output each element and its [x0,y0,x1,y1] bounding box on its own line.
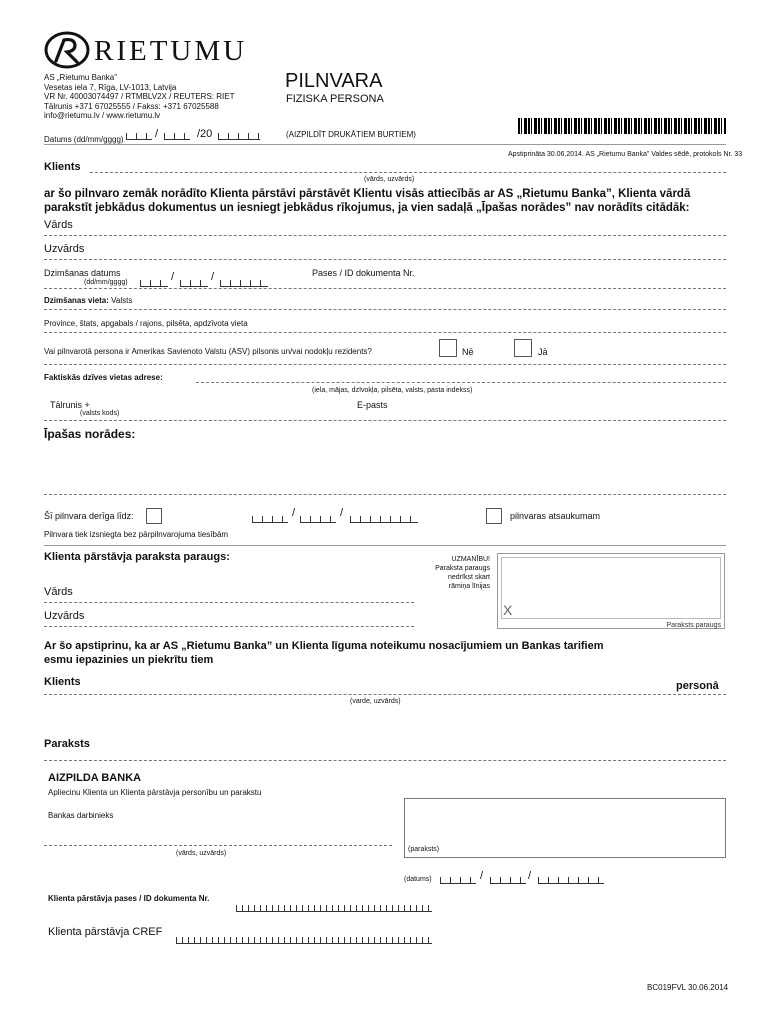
signature-warning [420,555,490,591]
company-phone: Tālrunis +371 67025555 / Fakss: +371 67025588 [44,101,219,111]
valid-until-label: Šī pilnvara derīga līdz: [44,511,134,521]
bank-month-field[interactable] [490,877,526,884]
revoke-label: pilnvaras atsaukumam [510,511,601,521]
date-month-field[interactable] [164,133,190,140]
confirm-client-line[interactable] [44,694,726,695]
bank-cref-label: Klienta pārstāvja CREF [48,926,163,938]
us-question: Vai pilnvarotā persona ir Amerikas Savienoto Valstu (ASV) pilsonis un/vai nodokļu rezidents? [44,347,372,356]
revoke-checkbox[interactable] [486,508,502,524]
bank-year-field[interactable] [538,877,604,884]
birth-place-row [44,296,132,305]
company-address: Vesetas iela 7, Rīga, LV-1013, Latvija [44,82,177,92]
birth-place-country: Valsts [111,296,133,305]
us-yes-checkbox[interactable] [514,339,532,357]
email-label: E-pasts [357,400,388,410]
signature-heading: Klienta pārstāvja paraksta paraugs: [44,551,230,563]
bank-certify: Apliecinu Klienta un Klienta pārstāvja personību un parakstu [48,788,262,797]
client-name-hint: (vārds, uzvārds) [364,176,415,183]
phone-hint: (valsts kods) [80,410,120,417]
document-title: PILNVARA [285,70,383,92]
province-label: Province, štats, apgabals / rajons, pilsēta, apdzīvota vieta [44,319,248,328]
rep-last-name-line[interactable] [44,259,726,260]
signature-sample-box[interactable] [497,553,725,629]
bank-sign-hint: (paraksts) [408,846,440,853]
confirm-client-label: Klients [44,676,81,688]
rep-last-name-label: Uzvārds [44,243,85,255]
us-no-label: Nē [462,347,474,357]
rietumu-logo-icon [44,30,90,70]
valid-day-field[interactable] [252,516,288,523]
signature-mark: X [503,602,513,618]
birth-place-line[interactable] [44,309,726,310]
bank-cref-field[interactable] [176,937,432,944]
approval-note: Apstiprināta 30.06.2014. AS „Rietumu Banka” Valdes sēdē, protokols Nr. 33 [508,151,743,158]
sig-first-name-line[interactable] [44,602,414,603]
logo [44,30,254,70]
date-label: Datums (dd/mm/gggg) [44,135,124,144]
document-subtitle: FIZISKA PERSONA [286,93,384,105]
valid-sep-1: / [292,507,296,519]
date-day-field[interactable] [126,133,152,140]
date-year-field[interactable] [218,133,260,140]
company-web: info@rietumu.lv / www.rietumu.lv [44,111,161,120]
valid-sep-2: / [340,507,344,519]
client-name-line[interactable] [90,172,726,173]
birth-date-hint: (dd/mm/gggg) [84,279,128,286]
signature-box-label: Paraksts paraugs [666,622,721,629]
address-heading: Faktiskās dzīves vietas adrese: [44,373,163,382]
bank-passport-field[interactable] [236,905,432,912]
valid-year-field[interactable] [350,516,418,523]
special-heading: Īpašas norādes: [44,427,136,441]
valid-until-checkbox[interactable] [146,508,162,524]
us-yes-label: Jā [538,347,548,357]
client-heading: Klients [44,161,81,173]
rep-first-name-label: Vārds [44,219,73,231]
bank-passport-label: Klienta pārstāvja pases / ID dokumenta Nr. [48,894,210,903]
bank-date-hint: (datums) [404,876,432,883]
bank-employee-label: Bankas darbinieks [48,811,114,820]
company-reg: VR Nr. 40003074497 / RTMBLV2X / REUTERS: RIET [44,92,235,101]
warning-title: UZMANĪBU! [451,556,490,563]
birth-month-field[interactable] [180,280,208,287]
print-note: (AIZPILDĪT DRUKĀTIEM BURTIEM) [286,130,416,139]
bank-name-hint: (vārds, uzvārds) [176,850,227,857]
confirm-text: Ar šo apstiprinu, ka ar AS „Rietumu Banka” un Klienta līguma noteikumu nosacījumiem un Bankas tarifiem esmu iepazinies un piekrītu tiem [44,640,604,666]
province-line[interactable] [44,332,726,333]
warning-line-3: rāmiņa līnijas [448,583,490,590]
address-hint: (iela, mājas, dzīvokļa, pilsēta, valsts, pasta indekss) [312,387,473,394]
address-line[interactable] [196,382,726,383]
birth-sep-2: / [211,271,215,283]
birth-sep-1: / [171,271,175,283]
bank-day-field[interactable] [440,877,476,884]
barcode [518,118,726,134]
phone-label: Tālrunis + [50,400,90,410]
sig-last-name-label: Uzvārds [44,610,85,622]
sig-last-name-line[interactable] [44,626,414,627]
contact-line[interactable] [44,420,726,421]
bank-date-sep-2: / [528,870,532,882]
sig-first-name-label: Vārds [44,586,73,598]
passport-label: Pases / ID dokumenta Nr. [312,268,415,278]
bank-signature-box[interactable] [404,798,726,858]
bank-heading: AIZPILDA BANKA [48,772,142,784]
birth-date-label: Dzimšanas datums [44,268,121,278]
birth-place-label: Dzimšanas vieta: [44,296,109,305]
birth-day-field[interactable] [140,280,168,287]
bank-employee-line[interactable] [44,845,392,846]
confirm-signature-label: Paraksts [44,738,90,750]
warning-line-1: Paraksta paraugs [435,565,490,572]
authorization-text: ar šo pilnvaro zemāk norādīto Klienta pārstāvi pārstāvēt Klientu visās attiecībās ar AS „Rietumu Banka”, Klienta vārdā parakstīt jebkādus dokumentus un iesniegt jebkādus rīkojumus, ja vien sadaļā „Īpašas norādes” nav norādīts citādāk: [44,188,691,214]
rep-first-name-line[interactable] [44,235,726,236]
birth-row-line [44,288,726,289]
confirm-name-hint: (varde, uzvārds) [350,698,401,705]
no-substitution: Pilnvara tiek izsniegta bez pārpilnvarojuma tiesībām [44,530,229,539]
date-sep: / [155,128,159,140]
us-no-checkbox[interactable] [439,339,457,357]
in-person-label: personā [676,680,719,692]
company-name: AS „Rietumu Banka” [44,73,117,82]
warning-line-2: nedrīkst skart [447,574,490,581]
confirm-signature-line[interactable] [44,760,726,761]
company-info [44,73,234,121]
form-code: BC019FVL 30.06.2014 [647,983,729,992]
bank-date-sep-1: / [480,870,484,882]
valid-month-field[interactable] [300,516,336,523]
logo-text: RIETUMU [94,35,248,67]
special-notes-line[interactable] [44,494,726,495]
date-year-prefix: /20 [197,128,213,140]
birth-year-field[interactable] [220,280,268,287]
